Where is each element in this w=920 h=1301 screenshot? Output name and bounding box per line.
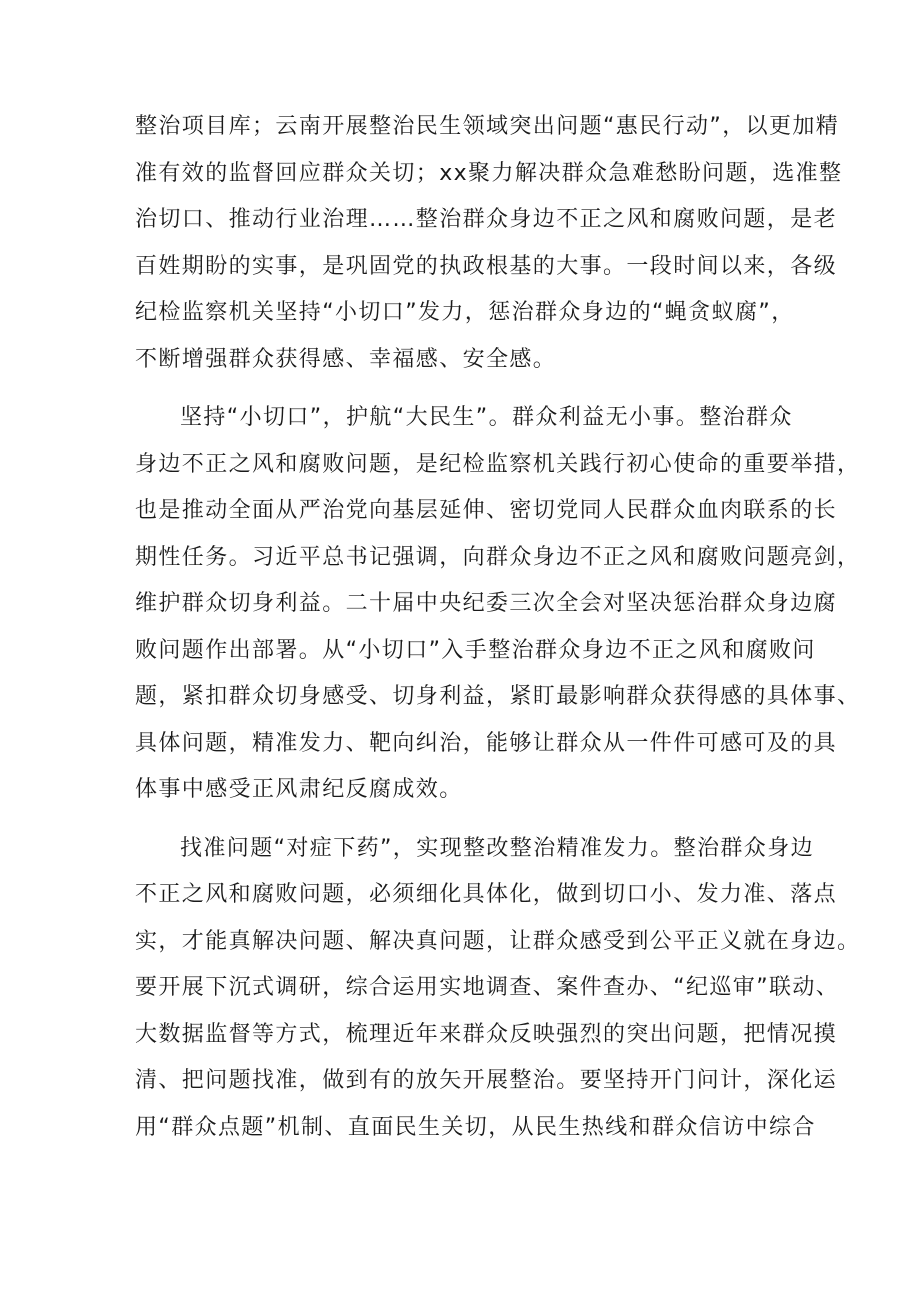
paragraph-1 <box>135 104 843 383</box>
text-line: 不正之风和腐败问题，必须细化具体化，做到切口小、发力准、落点 <box>135 882 838 907</box>
text-line: 身边不正之风和腐败问题，是纪检监察机关践行初心使命的重要举措， <box>135 451 861 477</box>
text-line: 纪检监察机关坚持“小切口”发力，惩治群众身边的“蝇贪蚁腐”， <box>135 300 795 325</box>
text-line: 实，才能真解决问题、解决真问题，让群众感受到公平正义就在身边。 <box>135 928 861 954</box>
text-line: 整治项目库；云南开展整治民生领域突出问题“惠民行动”，以更加精 <box>135 114 840 139</box>
text-line: 败问题作出部署。从“小切口”入手整治群众身边不正之风和腐败问 <box>135 637 816 663</box>
paragraph-3 <box>135 826 861 1152</box>
text-line: 大数据监督等方式，梳理近年来群众反映强烈的突出问题，把情况摸 <box>135 1021 838 1047</box>
text-line: 要开展下沉式调研，综合运用实地调查、案件查办、“纪巡审”联动、 <box>135 975 840 1000</box>
text-line: 不断增强群众获得感、幸福感、安全感。 <box>135 346 557 372</box>
text-line: 准有效的监督回应群众关切；xx聚力解决群众急难愁盼问题，选准整 <box>135 160 843 186</box>
paragraph-spacer <box>135 814 790 826</box>
text-line: 题，紧扣群众切身感受、切身利益，紧盯最影响群众获得感的具体事、 <box>135 684 861 709</box>
document-body <box>135 104 861 1151</box>
text-line-first: 找准问题“对症下药”，实现整改整治精准发力。整治群众身边 <box>180 835 814 861</box>
text-line: 百姓期盼的实事，是巩固党的执政根基的大事。一段时间以来，各级 <box>135 253 838 279</box>
text-line: 也是推动全面从严治党向基层延伸、密切党同人民群众血肉联系的长 <box>135 498 838 523</box>
text-line: 体事中感受正风肃纪反腐成效。 <box>135 777 463 802</box>
text-line: 用“群众点题”机制、直面民生关切，从民生热线和群众信访中综合 <box>135 1114 816 1140</box>
paragraph-spacer <box>135 383 790 395</box>
text-line: 具体问题，精准发力、靶向纠治，能够让群众从一件件可感可及的具 <box>135 730 838 756</box>
paragraph-2 <box>135 395 861 814</box>
text-line: 维护群众切身利益。二十届中央纪委三次全会对坚决惩治群众身边腐 <box>135 591 838 616</box>
text-line: 清、把问题找准，做到有的放矢开展整治。要坚持开门问计，深化运 <box>135 1068 838 1093</box>
text-line: 期性任务。习近平总书记强调，向群众身边不正之风和腐败问题亮剑， <box>135 544 861 570</box>
text-line-first: 坚持“小切口”，护航“大民生”。群众利益无小事。整治群众 <box>180 405 793 430</box>
text-line: 治切口、推动行业治理……整治群众身边不正之风和腐败问题，是老 <box>135 207 838 232</box>
